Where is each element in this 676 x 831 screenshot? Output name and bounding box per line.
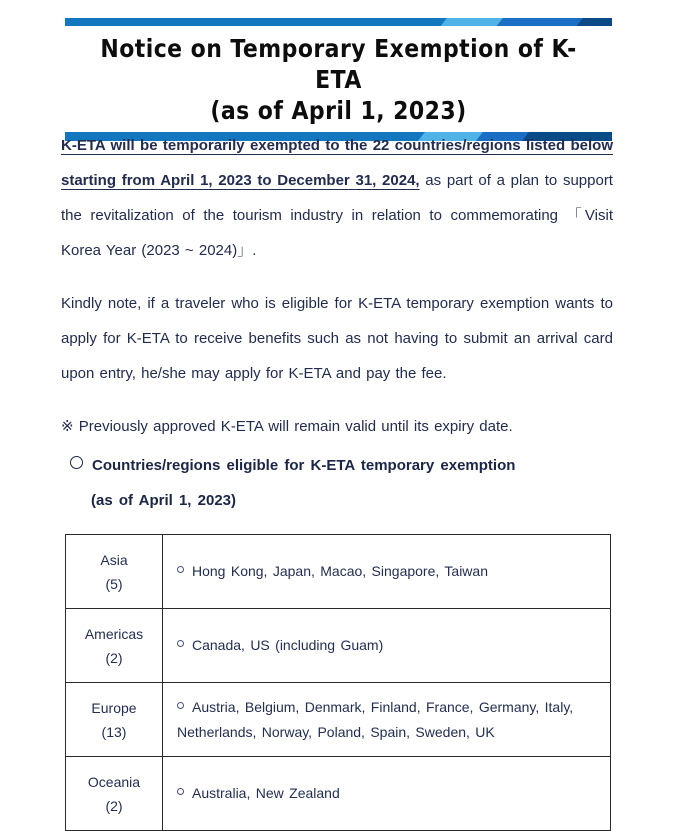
small-circle-bullet-icon bbox=[177, 566, 184, 573]
countries-list-cell bbox=[163, 609, 611, 683]
table-row bbox=[66, 535, 611, 609]
page-title-line-1: Notice on Temporary Exemption of K-ETA bbox=[100, 34, 577, 94]
small-circle-bullet-icon bbox=[177, 788, 184, 795]
small-circle-bullet-icon bbox=[177, 640, 184, 647]
region-name-cell bbox=[66, 683, 163, 757]
region-label: Europe bbox=[91, 699, 137, 716]
small-circle-bullet-icon bbox=[177, 702, 184, 709]
table-row bbox=[66, 757, 611, 831]
countries-text: Austria, Belgium, Denmark, Finland, France, Germany, Italy, Netherlands, Norway, Poland, Spain, Sweden, UK bbox=[177, 698, 574, 740]
paragraph-kindly-note: Kindly note, if a traveler who is eligible for K-ETA temporary exemption wants to apply for K-ETA to receive benefits such as not having to submit an arrival card upon entry, he/she may apply for K-ETA and pay the fee. bbox=[61, 295, 613, 382]
table-row bbox=[66, 683, 611, 757]
paragraph-intro-rest: as part of a plan to support the revitalization of the tourism industry in relation to commemorating 「Visit Korea Year (2023 ~ 2024)」. bbox=[61, 172, 613, 259]
region-name-cell bbox=[66, 535, 163, 609]
paragraph-intro-emphasis: K-ETA will be temporarily exempted to the 22 countries/regions listed below starting from April 1, 2023 to December 31, 2024, bbox=[61, 137, 613, 189]
region-name-cell bbox=[66, 609, 163, 683]
region-count: (5) bbox=[105, 575, 123, 592]
paragraph-note-validity: ※ Previously approved K-ETA will remain valid until its expiry date. bbox=[61, 418, 513, 435]
section-heading bbox=[70, 455, 615, 512]
region-count: (2) bbox=[105, 649, 123, 666]
section-heading-text: Countries/regions eligible for K-ETA temporary exemption bbox=[92, 457, 516, 474]
paragraph-intro bbox=[61, 128, 613, 268]
countries-text: Canada, US (including Guam) bbox=[192, 637, 384, 653]
region-count: (2) bbox=[105, 797, 123, 814]
page-title-line-2: (as of April 1, 2023) bbox=[210, 96, 467, 125]
region-count: (13) bbox=[101, 723, 127, 740]
region-label: Asia bbox=[100, 551, 128, 568]
eligible-regions-table bbox=[65, 534, 611, 831]
region-label: Americas bbox=[84, 625, 144, 642]
region-name-cell bbox=[66, 757, 163, 831]
banner-bar-segment-1 bbox=[65, 18, 452, 26]
table-row bbox=[66, 609, 611, 683]
section-heading-subtext: (as of April 1, 2023) bbox=[91, 492, 236, 509]
document-body bbox=[61, 128, 613, 444]
circle-bullet-icon bbox=[70, 456, 83, 469]
page-title bbox=[98, 26, 579, 132]
countries-text: Australia, New Zealand bbox=[192, 785, 340, 801]
countries-list-cell bbox=[163, 757, 611, 831]
table-body bbox=[66, 535, 611, 831]
countries-list-cell bbox=[163, 535, 611, 609]
section-heading-row-1 bbox=[70, 455, 615, 477]
countries-list-cell bbox=[163, 683, 611, 757]
title-banner bbox=[65, 18, 612, 141]
banner-bar-segment-3 bbox=[492, 18, 588, 26]
banner-top-rule bbox=[65, 18, 612, 26]
countries-text: Hong Kong, Japan, Macao, Singapore, Taiwan bbox=[192, 563, 488, 579]
region-label: Oceania bbox=[87, 773, 141, 790]
